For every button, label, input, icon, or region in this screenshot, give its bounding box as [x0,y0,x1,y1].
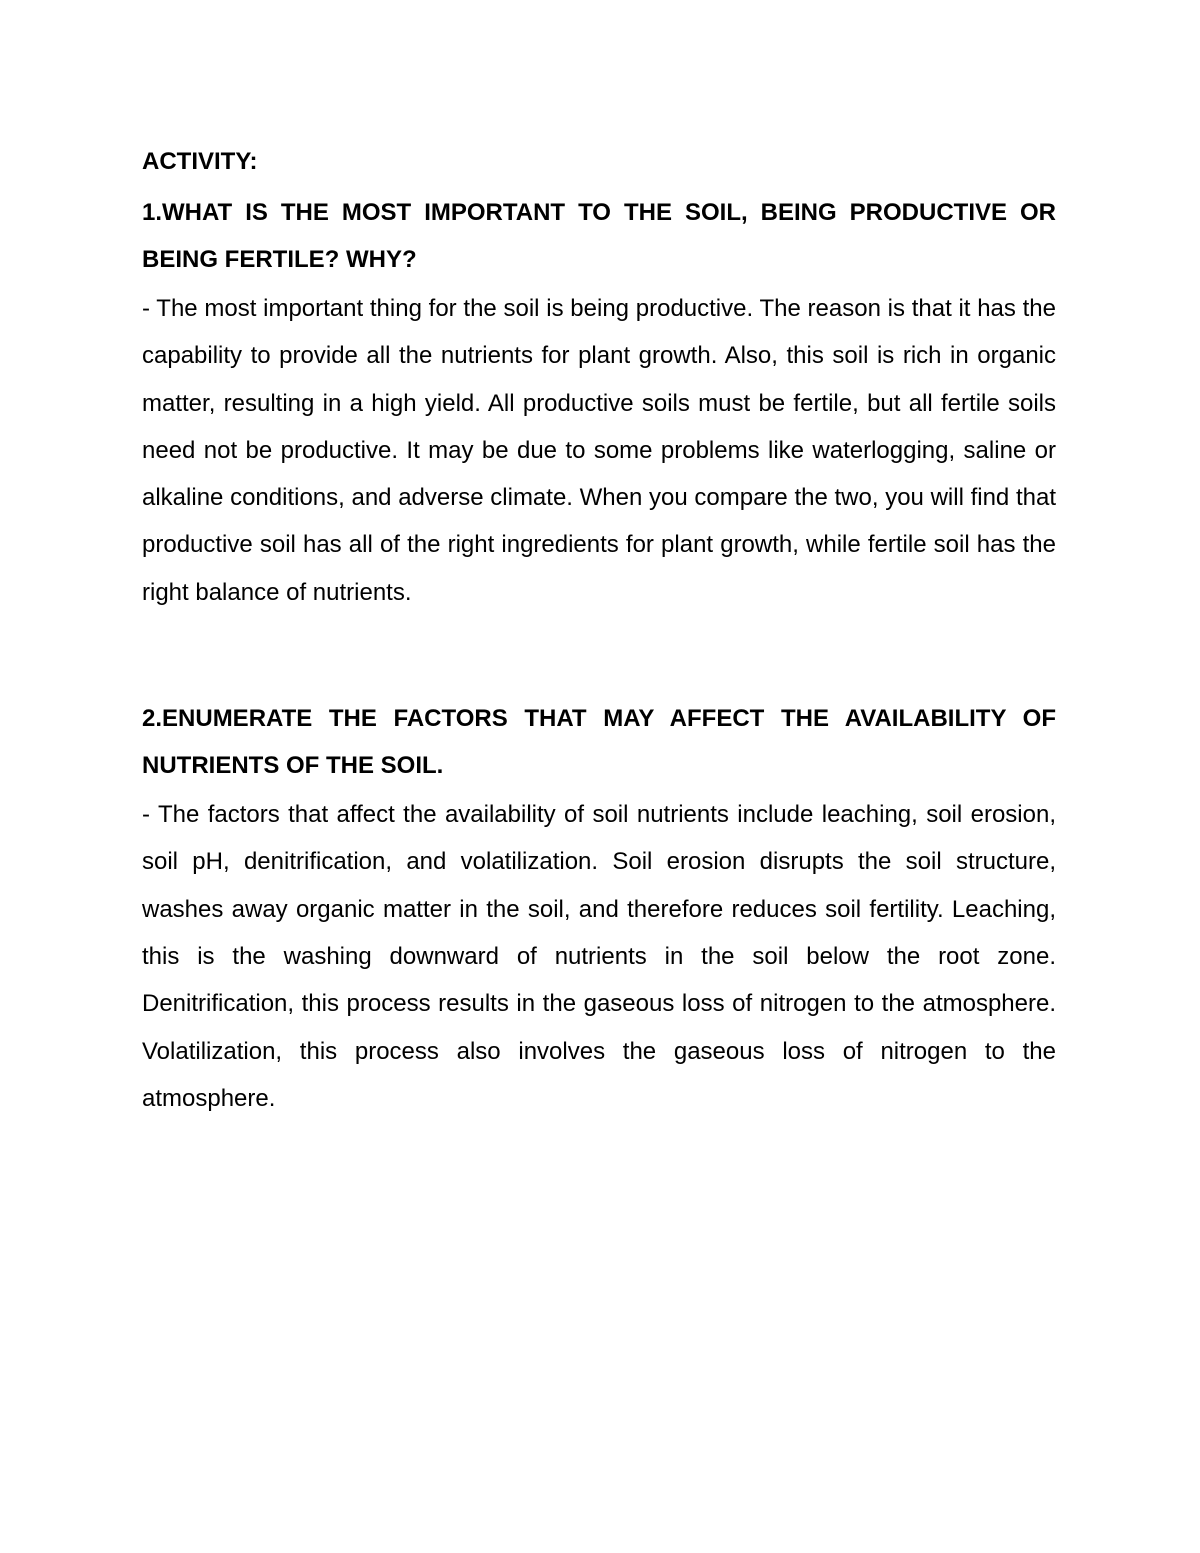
document-page [142,138,1056,1122]
page-title: ACTIVITY: [142,148,258,175]
question-2-heading: 2.ENUMERATE THE FACTORS THAT MAY AFFECT THE AVAILABILITY OF NUTRIENTS OF THE SOIL. [142,705,1056,780]
question-1-heading: 1.WHAT IS THE MOST IMPORTANT TO THE SOIL, BEING PRODUCTIVE OR BEING FERTILE? WHY? [142,199,1056,273]
section-spacer [142,616,1056,695]
question-2-answer: - The factors that affect the availability of soil nutrients include leaching, soil erosion, soil pH, denitrification, and volatilization. Soil erosion disrupts the soil structure, washes away organic matter in the soil, and therefore reduces soil fertility. Leaching, this is the washing downward of nutrients in the soil below the root zone. Denitrification, this process results in the gaseous loss of nitrogen to the atmosphere. Volatilization, this process also involves the gaseous loss of nitrogen to the atmosphere. [142,801,1056,1112]
question-block-1 [142,189,1056,616]
question-1-answer: - The most important thing for the soil is being productive. The reason is that it has the capability to provide all the nutrients for plant growth. Also, this soil is rich in organic matter, resulting in a high yield. All productive soils must be fertile, but all fertile soils need not be productive. It may be due to some problems like waterlogging, saline or alkaline conditions, and adverse climate. When you compare the two, you will find that productive soil has all of the right ingredients for plant growth, while fertile soil has the right balance of nutrients. [142,295,1056,606]
question-block-2 [142,695,1056,1122]
